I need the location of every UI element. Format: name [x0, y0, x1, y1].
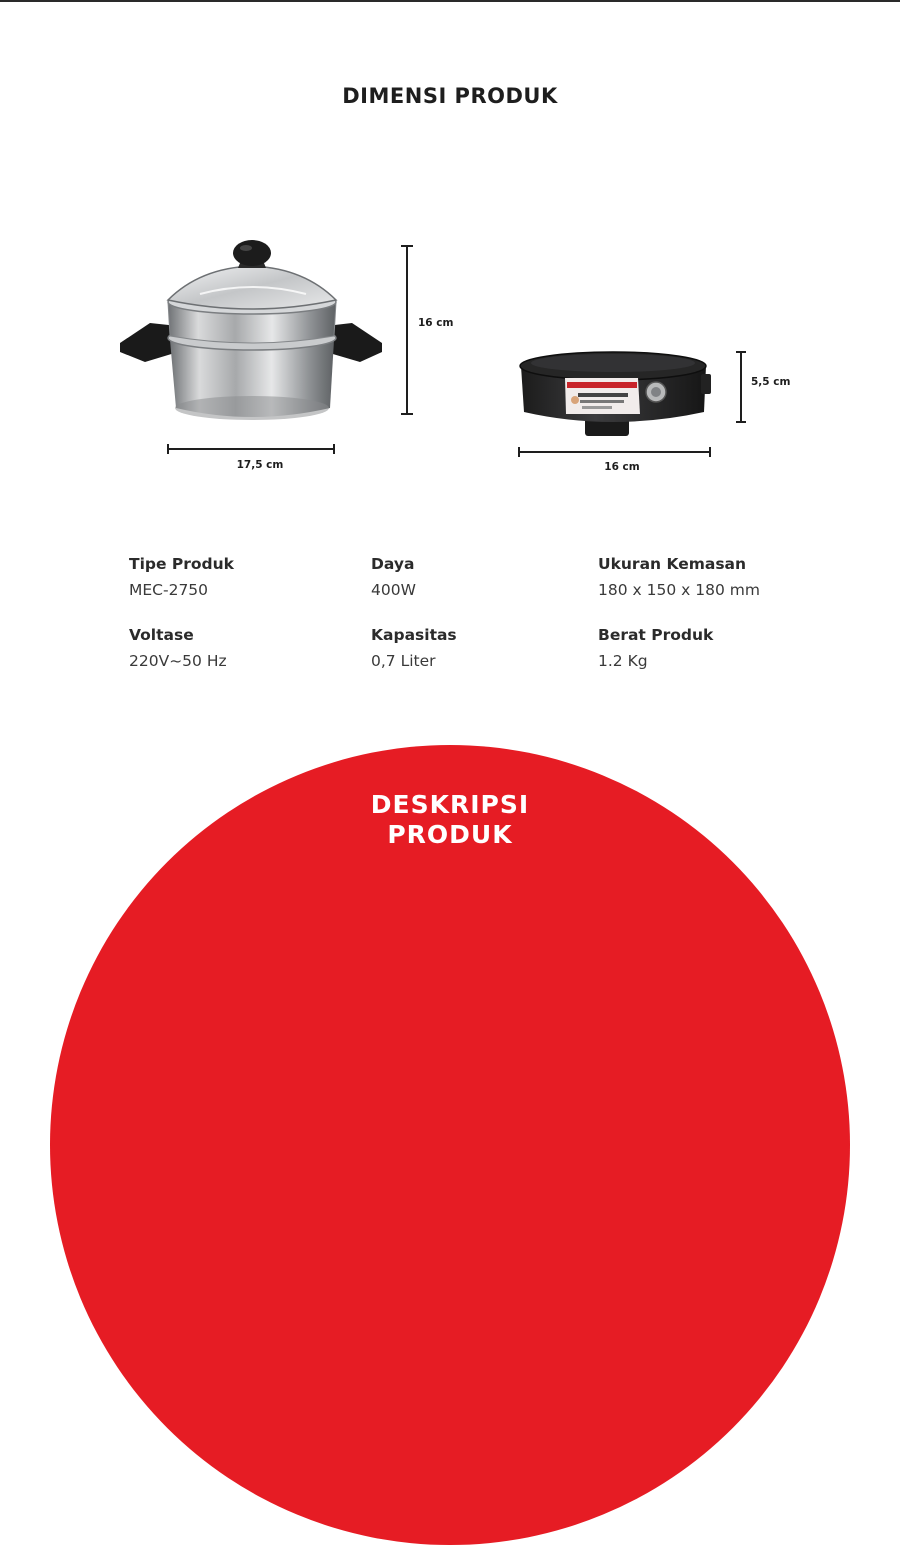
- spec-label: Berat Produk: [598, 626, 714, 644]
- steamer-width-dimension: [168, 444, 334, 454]
- cooker-height-dimension: [736, 352, 746, 422]
- spec-berat-produk: [598, 625, 713, 671]
- spec-value: 400W: [371, 581, 416, 599]
- spec-tipe-produk: [129, 554, 234, 600]
- spec-label: Kapasitas: [371, 626, 457, 644]
- cooker-height-label: 5,5 cm: [751, 376, 791, 388]
- footer-title-line2: PRODUK: [387, 820, 513, 849]
- spec-kapasitas: [371, 625, 457, 671]
- spec-value: 0,7 Liter: [371, 652, 436, 670]
- lid-knob: [233, 240, 271, 266]
- spec-value: 1.2 Kg: [598, 652, 648, 670]
- spec-voltase: [129, 625, 227, 671]
- steamer-height-label: 16 cm: [418, 317, 454, 329]
- spec-value: MEC-2750: [129, 581, 209, 599]
- spec-value: 180 x 150 x 180 mm: [598, 581, 760, 599]
- spec-value: 220V~50 Hz: [129, 652, 227, 670]
- steamer-height-dimension: [401, 246, 413, 414]
- cooker-width-label: 16 cm: [604, 461, 640, 473]
- steamer-width-label: 17,5 cm: [236, 459, 284, 471]
- cooker-width-dimension: [519, 447, 710, 457]
- spec-ukuran-kemasan: [598, 554, 760, 600]
- steamer-pot-image: [120, 240, 382, 420]
- cooker-base-image: [520, 352, 711, 436]
- spec-label: Daya: [371, 555, 415, 573]
- spec-label: Tipe Produk: [129, 555, 234, 573]
- product-illustrations: [0, 0, 900, 520]
- spec-label: Voltase: [129, 626, 194, 644]
- footer-title-line1: DESKRIPSI: [370, 790, 530, 819]
- page-title: DIMENSI PRODUK: [342, 84, 558, 108]
- spec-label: Ukuran Kemasan: [598, 555, 747, 573]
- spec-daya: [371, 554, 416, 600]
- footer-red-arc: [50, 745, 850, 1545]
